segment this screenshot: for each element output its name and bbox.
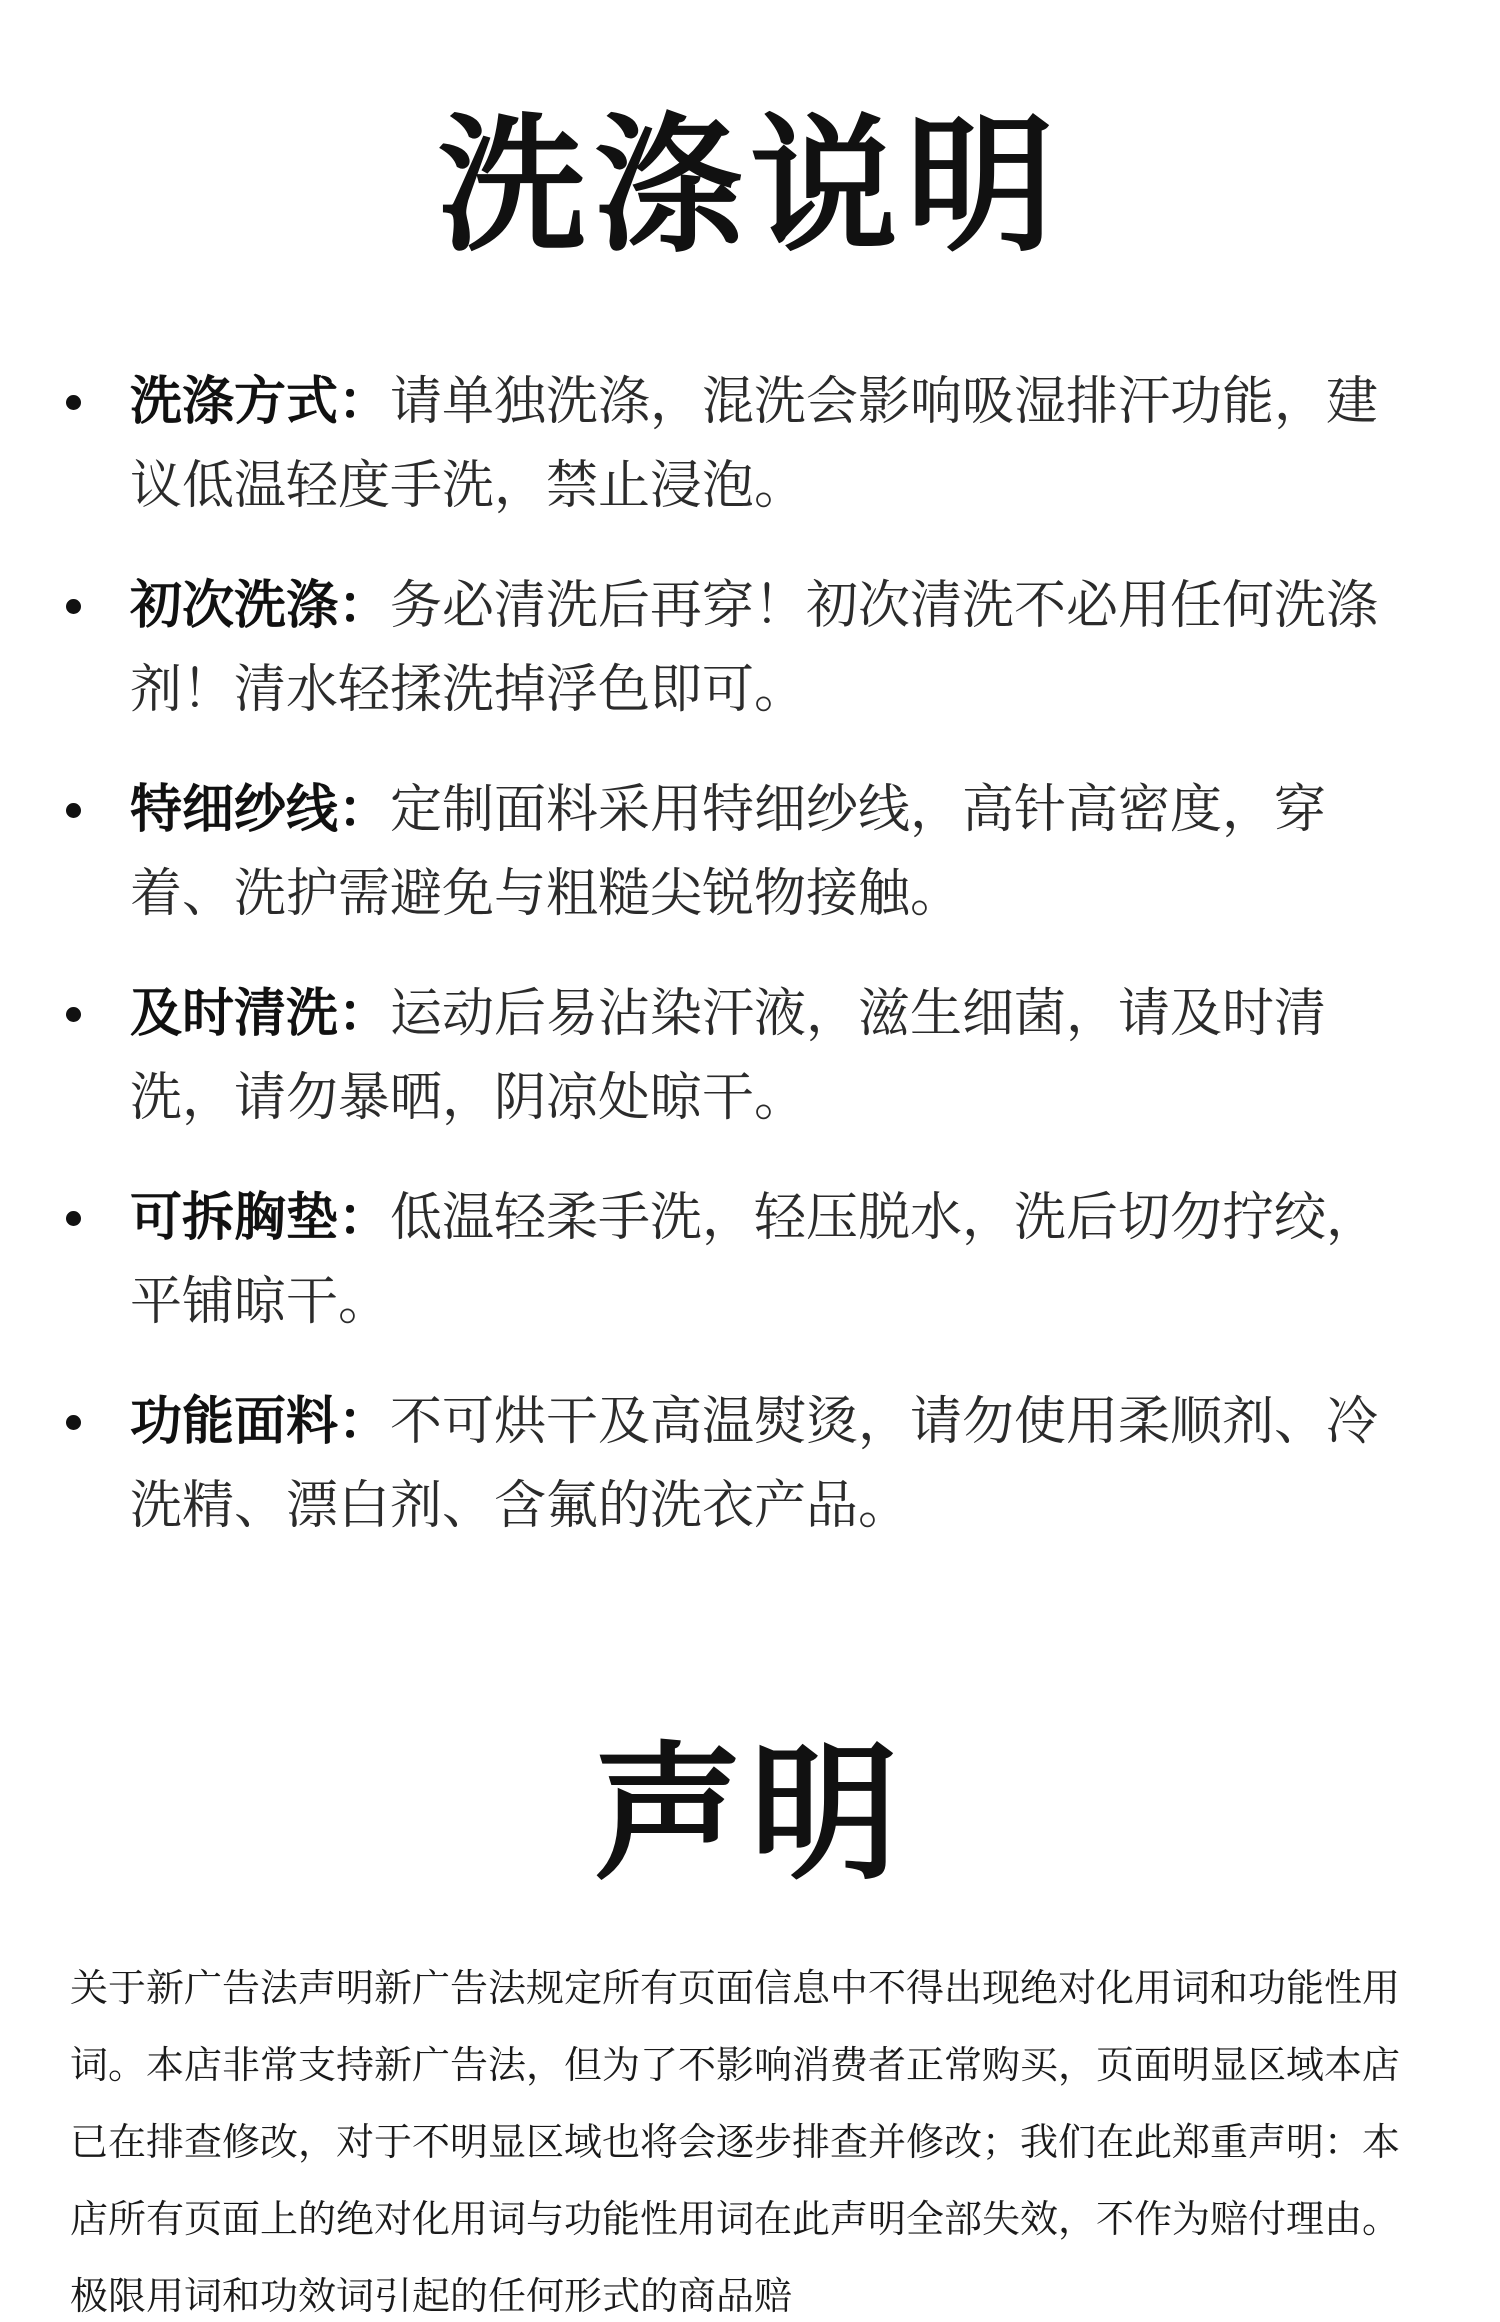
item-text: 请单独洗涤，混洗会影响吸湿排汗功能，建议低温轻度手洗，禁止浸泡。 [130,372,1379,516]
bullet-icon [66,395,81,410]
item-label: 功能面料 [130,1392,339,1452]
list-item [0,972,1500,1140]
item-separator: ： [338,984,391,1044]
washing-instructions-list [0,360,1500,1584]
list-item [0,1380,1500,1548]
item-separator: ： [338,1188,391,1248]
item-text: 务必清洗后再穿！初次清洗不必用任何洗涤剂！清水轻揉洗掉浮色即可。 [130,576,1379,720]
item-label: 特细纱线 [130,780,339,840]
declaration-title: 声明 [594,1728,906,1900]
item-separator: ： [338,1392,391,1452]
item-text: 运动后易沾染汗液，滋生细菌，请及时清洗，请勿暴晒，阴凉处晾干。 [130,984,1327,1128]
item-text: 定制面料采用特细纱线，高针高密度，穿着、洗护需避免与粗糙尖锐物接触。 [130,780,1327,924]
item-separator: ： [338,576,391,636]
washing-title: 洗涤说明 [438,100,1062,272]
list-item [0,564,1500,732]
bullet-icon [66,803,81,818]
item-label: 可拆胸垫 [130,1188,339,1248]
item-text: 不可烘干及高温熨烫，请勿使用柔顺剂、冷洗精、漂白剂、含氟的洗衣产品。 [130,1392,1379,1536]
item-label: 初次洗涤 [130,576,339,636]
bullet-icon [66,1211,81,1226]
list-item [0,1176,1500,1344]
item-text: 低温轻柔手洗，轻压脱水，洗后切勿拧绞，平铺晾干。 [130,1188,1379,1332]
item-label: 洗涤方式 [130,372,339,432]
item-separator: ： [338,372,391,432]
item-label: 及时清洗 [130,984,339,1044]
bullet-icon [66,599,81,614]
list-item [0,360,1500,528]
list-item [0,768,1500,936]
bullet-icon [66,1415,81,1430]
declaration-body: 关于新广告法声明新广告法规定所有页面信息中不得出现绝对化用词和功能性用词。本店非常支持新广告法，但为了不影响消费者正常购买，页面明显区域本店已在排查修改，对于不明显区域也将会逐步排查并修改；我们在此郑重声明：本店所有页面上的绝对化用词与功能性用词在此声明全部失效，不作为赔付理由。极限用词和功效词引起的任何形式的商品赔 [70,1966,1401,2318]
bullet-icon [66,1007,81,1022]
item-separator: ： [338,780,391,840]
